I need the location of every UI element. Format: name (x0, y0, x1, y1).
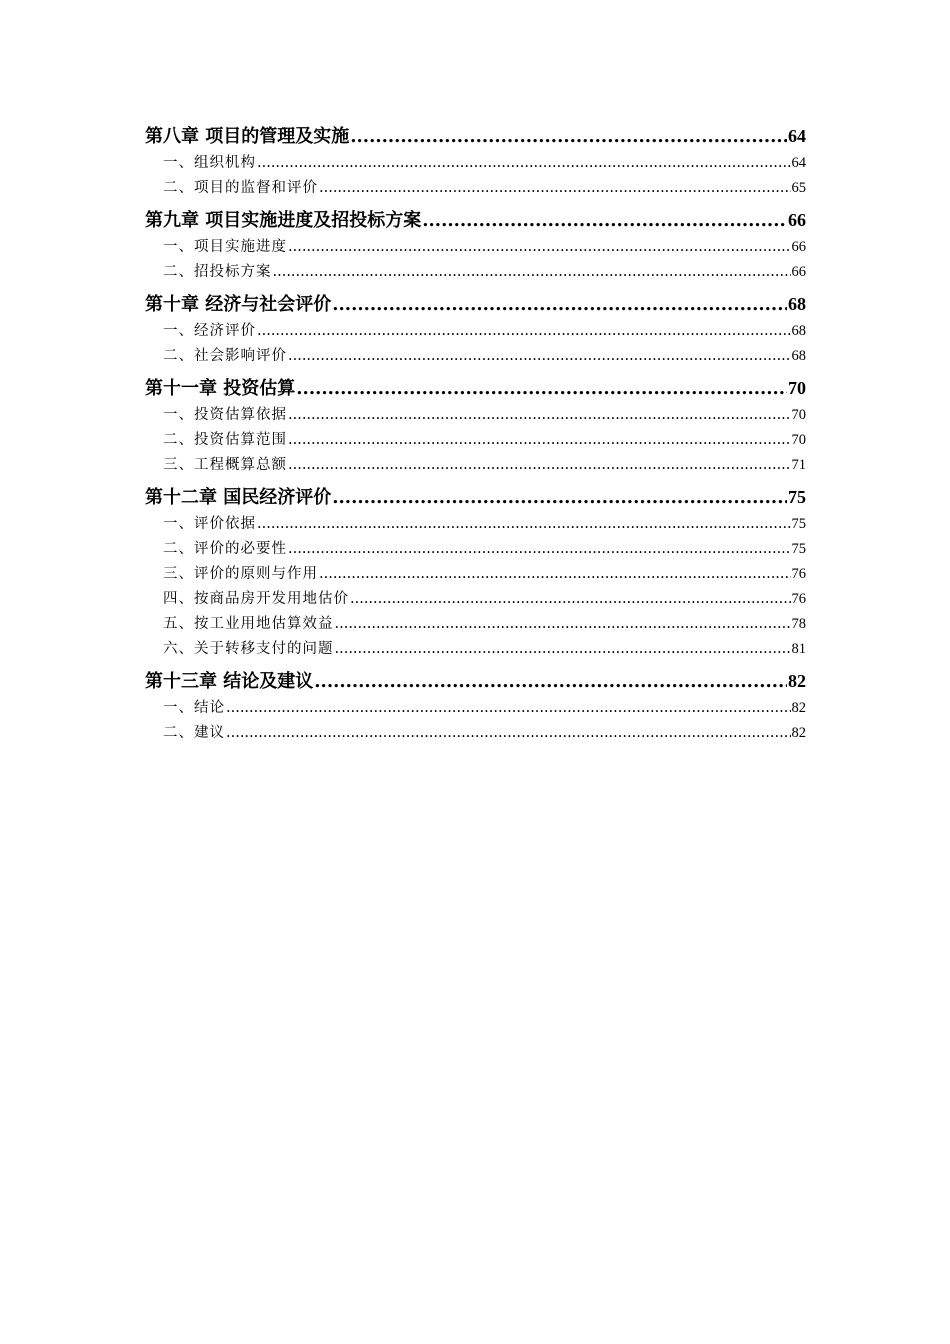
dot-leader (350, 125, 787, 149)
section-title: 二、社会影响评价 (163, 348, 287, 364)
dot-leader (288, 540, 791, 559)
page-number: 76 (791, 591, 806, 607)
section-title: 二、建议 (163, 725, 225, 741)
dot-leader (332, 486, 787, 510)
section-title: 三、工程概算总额 (163, 457, 287, 473)
page-number: 82 (791, 725, 806, 741)
section-title: 一、经济评价 (163, 323, 256, 339)
chapter-title: 第八章 项目的管理及实施 (145, 126, 350, 147)
dot-leader (314, 670, 787, 694)
section-title: 一、项目实施进度 (163, 239, 287, 255)
page-number: 64 (788, 126, 806, 146)
page-number: 66 (791, 264, 806, 280)
page-number: 75 (791, 541, 806, 557)
dot-leader (350, 590, 791, 609)
toc-section[interactable] (145, 565, 806, 584)
dot-leader (257, 154, 791, 173)
dot-leader (288, 431, 791, 450)
toc-chapter[interactable] (145, 669, 806, 693)
toc-section[interactable] (145, 724, 806, 743)
dot-leader (296, 377, 787, 401)
dot-leader (288, 347, 791, 366)
page-number: 68 (791, 348, 806, 364)
section-title: 二、招投标方案 (163, 264, 272, 280)
toc-section[interactable] (145, 590, 806, 609)
page-number: 68 (791, 323, 806, 339)
page-number: 66 (791, 239, 806, 255)
toc-section[interactable] (145, 615, 806, 634)
toc-chapter[interactable] (145, 376, 806, 400)
page-number: 68 (788, 294, 806, 314)
section-title: 二、评价的必要性 (163, 541, 287, 557)
page-number: 66 (788, 210, 806, 230)
toc-chapter[interactable] (145, 208, 806, 232)
section-title: 五、按工业用地估算效益 (163, 616, 334, 632)
dot-leader (226, 724, 791, 743)
section-title: 一、评价依据 (163, 516, 256, 532)
section-title: 一、组织机构 (163, 155, 256, 171)
dot-leader (335, 640, 791, 659)
section-title: 二、项目的监督和评价 (163, 180, 318, 196)
toc-chapter[interactable] (145, 292, 806, 316)
page-number: 75 (791, 516, 806, 532)
dot-leader (335, 615, 791, 634)
toc-section[interactable] (145, 456, 806, 475)
page-number: 64 (791, 155, 806, 171)
section-title: 六、关于转移支付的问题 (163, 641, 334, 657)
chapter-title: 第九章 项目实施进度及招投标方案 (145, 210, 422, 231)
section-title: 一、结论 (163, 700, 225, 716)
page-number: 78 (791, 616, 806, 632)
toc-section[interactable] (145, 406, 806, 425)
toc-section[interactable] (145, 515, 806, 534)
page-number: 82 (788, 671, 806, 691)
toc-section[interactable] (145, 540, 806, 559)
section-title: 三、评价的原则与作用 (163, 566, 318, 582)
section-title: 一、投资估算依据 (163, 407, 287, 423)
page-number: 70 (788, 378, 806, 398)
toc-section[interactable] (145, 263, 806, 282)
page-number: 82 (791, 700, 806, 716)
page-number: 70 (791, 432, 806, 448)
dot-leader (257, 515, 791, 534)
dot-leader (422, 209, 787, 233)
toc-section[interactable] (145, 154, 806, 173)
page-number: 81 (791, 641, 806, 657)
chapter-title: 第十三章 结论及建议 (145, 671, 314, 692)
dot-leader (332, 293, 787, 317)
page-number: 65 (791, 180, 806, 196)
dot-leader (288, 238, 791, 257)
table-of-contents (145, 124, 806, 749)
page-number: 75 (788, 487, 806, 507)
toc-section[interactable] (145, 179, 806, 198)
toc-chapter[interactable] (145, 485, 806, 509)
chapter-title: 第十章 经济与社会评价 (145, 294, 332, 315)
dot-leader (273, 263, 791, 282)
dot-leader (319, 565, 791, 584)
chapter-title: 第十一章 投资估算 (145, 378, 296, 399)
toc-section[interactable] (145, 347, 806, 366)
page-number: 70 (791, 407, 806, 423)
toc-chapter[interactable] (145, 124, 806, 148)
page-number: 76 (791, 566, 806, 582)
dot-leader (257, 322, 791, 341)
section-title: 四、按商品房开发用地估价 (163, 591, 349, 607)
dot-leader (319, 179, 791, 198)
page-number: 71 (791, 457, 806, 473)
section-title: 二、投资估算范围 (163, 432, 287, 448)
toc-section[interactable] (145, 640, 806, 659)
toc-section[interactable] (145, 322, 806, 341)
dot-leader (288, 456, 791, 475)
toc-section[interactable] (145, 431, 806, 450)
chapter-title: 第十二章 国民经济评价 (145, 487, 332, 508)
dot-leader (226, 699, 791, 718)
toc-section[interactable] (145, 238, 806, 257)
toc-section[interactable] (145, 699, 806, 718)
dot-leader (288, 406, 791, 425)
